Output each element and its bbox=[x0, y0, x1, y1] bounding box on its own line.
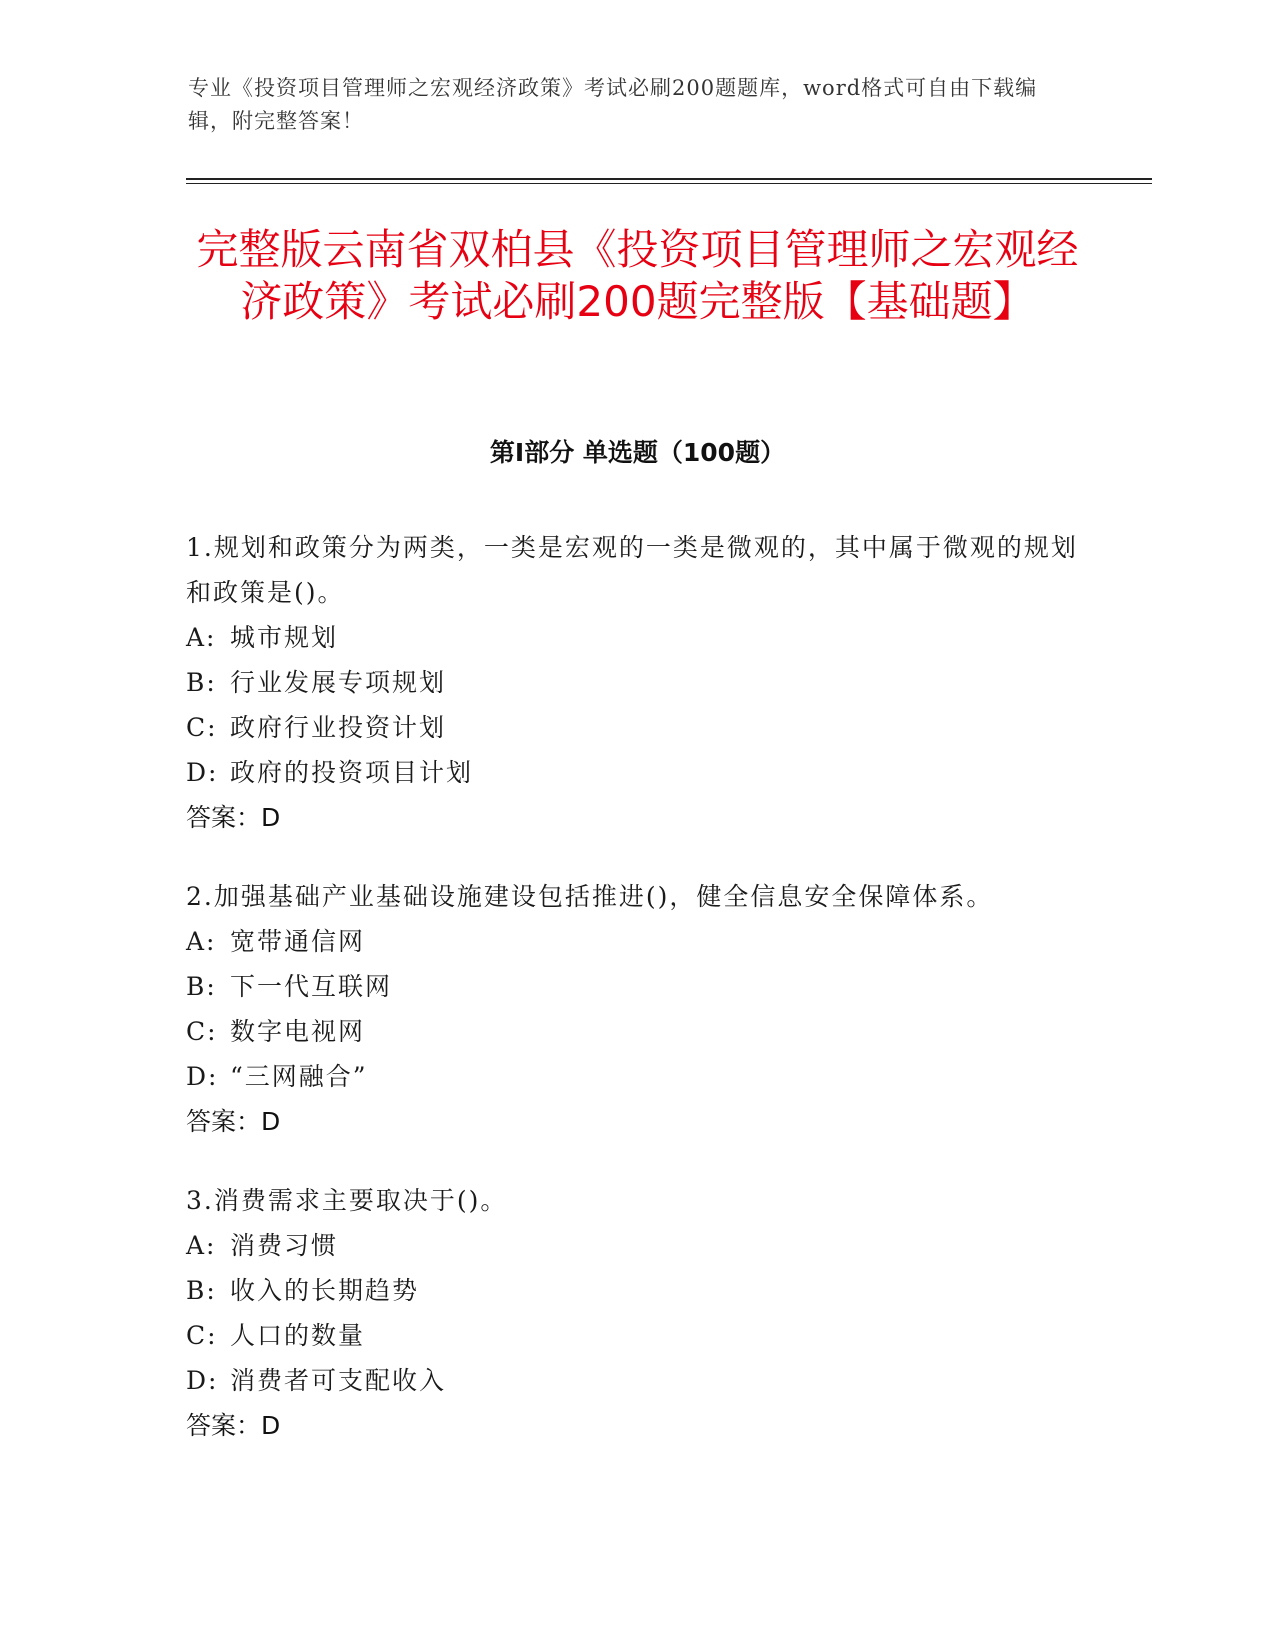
option-c bbox=[186, 1009, 1086, 1054]
option-c bbox=[186, 1313, 1086, 1358]
option-text: 城市规划 bbox=[230, 623, 339, 652]
option-a bbox=[186, 919, 1086, 964]
option-a bbox=[186, 615, 1086, 660]
option-key: A: bbox=[186, 927, 217, 956]
option-key: A: bbox=[186, 623, 217, 652]
option-key: B: bbox=[186, 1276, 217, 1305]
option-key: D: bbox=[186, 758, 219, 787]
question-stem: 2.加强基础产业基础设施建设包括推进()，健全信息安全保障体系。 bbox=[186, 882, 994, 911]
option-text: 数字电视网 bbox=[230, 1017, 366, 1046]
answer-line: 答案：D bbox=[186, 1107, 281, 1136]
option-text: 消费者可支配收入 bbox=[230, 1366, 447, 1395]
question-list bbox=[186, 525, 1086, 1482]
option-b bbox=[186, 964, 1086, 1009]
option-d bbox=[186, 1358, 1086, 1403]
option-d bbox=[186, 1054, 1086, 1099]
option-text: 消费习惯 bbox=[230, 1231, 339, 1260]
header-note: 专业《投资项目管理师之宏观经济政策》考试必刷200题题库，word格式可自由下载编辑，附完整答案！ bbox=[188, 76, 1038, 133]
option-text: “三网融合” bbox=[230, 1062, 368, 1091]
option-key: B: bbox=[186, 972, 217, 1001]
option-d bbox=[186, 750, 1086, 795]
section-title: 第Ⅰ部分 单选题（100题） bbox=[489, 438, 786, 467]
option-key: D: bbox=[186, 1366, 219, 1395]
option-text: 下一代互联网 bbox=[230, 972, 393, 1001]
answer-line: 答案：D bbox=[186, 803, 281, 832]
option-text: 政府行业投资计划 bbox=[230, 713, 447, 742]
option-text: 行业发展专项规划 bbox=[230, 668, 447, 697]
option-text: 人口的数量 bbox=[230, 1321, 366, 1350]
question-2 bbox=[186, 874, 1086, 1144]
option-text: 宽带通信网 bbox=[230, 927, 366, 956]
option-a bbox=[186, 1223, 1086, 1268]
question-3 bbox=[186, 1178, 1086, 1448]
option-c bbox=[186, 705, 1086, 750]
question-stem: 3.消费需求主要取决于()。 bbox=[186, 1186, 508, 1215]
option-b bbox=[186, 1268, 1086, 1313]
option-key: B: bbox=[186, 668, 217, 697]
option-key: C: bbox=[186, 713, 218, 742]
option-key: A: bbox=[186, 1231, 217, 1260]
header-divider-thin bbox=[186, 183, 1152, 184]
option-key: D: bbox=[186, 1062, 219, 1091]
option-text: 政府的投资项目计划 bbox=[230, 758, 474, 787]
header-divider-thick bbox=[186, 178, 1152, 180]
option-key: C: bbox=[186, 1321, 218, 1350]
option-key: C: bbox=[186, 1017, 218, 1046]
answer-line: 答案：D bbox=[186, 1411, 281, 1440]
option-b bbox=[186, 660, 1086, 705]
question-1 bbox=[186, 525, 1086, 840]
question-stem: 1.规划和政策分为两类，一类是宏观的一类是微观的，其中属于微观的规划和政策是()。 bbox=[186, 533, 1078, 607]
option-text: 收入的长期趋势 bbox=[230, 1276, 420, 1305]
document-title: 完整版云南省双柏县《投资项目管理师之宏观经济政策》考试必刷200题完整版【基础题】 bbox=[196, 225, 1079, 326]
